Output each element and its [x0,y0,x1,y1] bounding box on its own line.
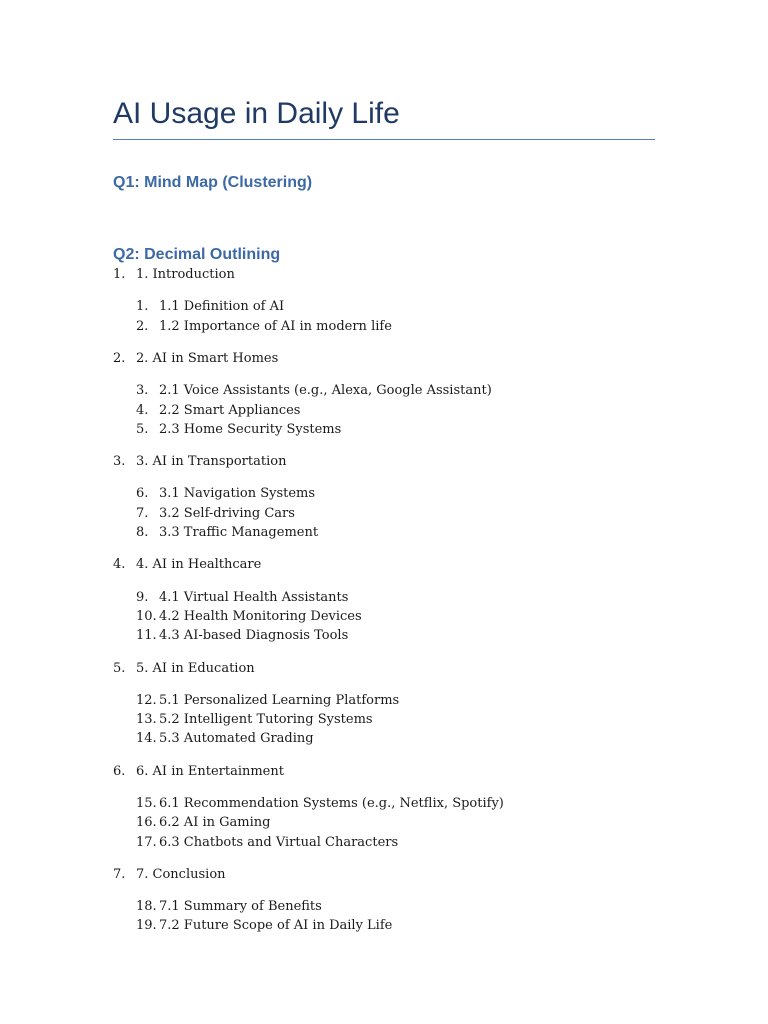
list-item-text: 2.1 Voice Assistants (e.g., Alexa, Google Assistant) [159,383,492,398]
list-number: 2. [113,351,126,366]
list-number: 16. [136,815,157,830]
list-item-text: 6. AI in Entertainment [136,764,284,779]
list-number: 14. [136,731,157,746]
list-item-text: 1.1 Definition of AI [159,299,285,314]
list-item-text: 5. AI in Education [136,661,255,676]
document-title: AI Usage in Daily Life [113,97,400,130]
list-item-text: 5.2 Intelligent Tutoring Systems [159,712,373,727]
list-item-text: 4.2 Health Monitoring Devices [159,609,362,624]
list-number: 12. [136,693,157,708]
list-item-text: 6.2 AI in Gaming [159,815,271,830]
list-number: 3. [113,454,126,469]
list-item-text: 7.2 Future Scope of AI in Daily Life [159,918,393,933]
list-item-text: 5.3 Automated Grading [159,731,314,746]
list-number: 9. [136,590,149,605]
list-number: 18. [136,899,157,914]
list-item-text: 7.1 Summary of Benefits [159,899,322,914]
list-number: 6. [113,764,126,779]
list-item-text: 6.3 Chatbots and Virtual Characters [159,835,399,850]
list-item-text: 5.1 Personalized Learning Platforms [159,693,400,708]
list-item-text: 7. Conclusion [136,867,226,882]
list-number: 4. [113,557,126,572]
list-item-text: 4.3 AI-based Diagnosis Tools [159,628,349,643]
list-number: 13. [136,712,157,727]
list-number: 17. [136,835,157,850]
list-item-text: 1. Introduction [136,267,235,282]
list-number: 1. [113,267,126,282]
list-item-text: 3.2 Self-driving Cars [159,506,295,521]
q1-heading: Q1: Mind Map (Clustering) [113,174,313,191]
title-divider [113,139,655,140]
list-item-text: 1.2 Importance of AI in modern life [159,319,392,334]
list-number: 1. [136,299,149,314]
list-number: 5. [136,422,149,437]
list-item-text: 4. AI in Healthcare [136,557,262,572]
list-number: 11. [136,628,157,643]
list-item-text: 4.1 Virtual Health Assistants [159,590,349,605]
list-item-text: 2.3 Home Security Systems [159,422,342,437]
list-number: 4. [136,403,149,418]
list-number: 15. [136,796,157,811]
list-item-text: 3.1 Navigation Systems [159,486,316,501]
list-item-text: 2. AI in Smart Homes [136,351,279,366]
list-item-text: 6.1 Recommendation Systems (e.g., Netflix, Spotify) [159,796,504,811]
list-number: 7. [113,867,126,882]
list-number: 3. [136,383,149,398]
list-item-text: 2.2 Smart Appliances [159,403,301,418]
list-number: 19. [136,918,157,933]
list-number: 6. [136,486,149,501]
list-number: 8. [136,525,149,540]
list-number: 5. [113,661,126,676]
q2-heading: Q2: Decimal Outlining [113,246,281,263]
list-number: 2. [136,319,149,334]
list-number: 10. [136,609,157,624]
list-item-text: 3. AI in Transportation [136,454,287,469]
list-number: 7. [136,506,149,521]
list-item-text: 3.3 Traffic Management [159,525,319,540]
